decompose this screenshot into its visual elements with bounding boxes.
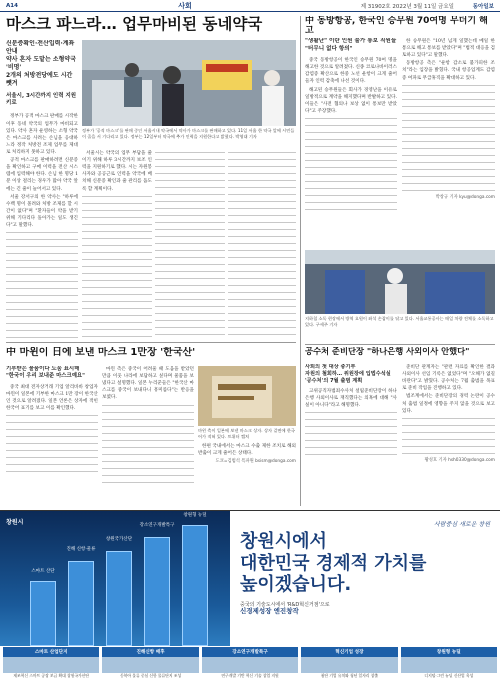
article2-photo-caption: 지하철 소독 현장에서 방역 요원이 좌석 손잡이를 닦고 있다. 서울교통공사는 매일 차량 전체를 소독하고 있다. 구세주 기자 [305,316,494,327]
text-filler [305,410,397,460]
article1-subhead-2: 약사 혼자 도맡는 소형약국 '비명' [6,56,77,72]
article1-paragraph: 정부가 공적 마스크 판매를 시작한 이후 동네 약국의 업무가 마비되고 있다. 약사 혼자 운영하는 소형 약국은 마스크를 사려는 손님을 응대하느라 정작 처방전 조제 업무를 제대로 처리하지 못하고 있다. [6,114,78,155]
article3-headline: 中 마윈이 日에 보낸 마스크 1만장 '한국산' [6,347,196,358]
subway-photo-art [305,250,495,314]
article1-col2 [82,150,152,340]
ad-card [301,647,397,679]
article4-col1 [305,364,397,506]
ad-card-desc: 첨단 기업 유치와 청년 일자리 창출 [320,673,379,678]
article2-byline: 박창규 기자 kyu@donga.com [435,194,495,200]
ad-tower-label: 창원형 뉴딜 [183,513,207,518]
text-filler [6,230,78,340]
article1-subhead-1: 신분증확인·전산입력·계좌 안내 [6,40,75,56]
article2-headline-box [305,16,495,40]
ad-card-title: 강소연구개발특구 [202,647,298,657]
ad-logo: 창원시 [6,519,24,526]
article4-body-col1 [305,388,397,460]
ad-card-image [301,657,397,673]
article4-paragraph: 고위공직자범죄수사처 설립준비단장이 하나은행 사외이사로 재직했다는 의혹에 대해 "사실이 아니다"라고 해명했다. [305,389,397,409]
article2-paragraph: 해고된 승무원들은 회사가 경영난을 이유로 일방적으로 계약을 해지했다며 반발하고 있다. 이들은 "사전 협의나 보상 없이 통보만 받았다"고 주장했다. [305,87,397,114]
article3-body-col3 [198,443,296,457]
ad-card-desc: 연구개발 기반 혁신 기술 창업 지원 [221,673,279,678]
article3-headline-box [6,347,296,365]
ad-title-line: 높이겠습니다. [240,574,352,596]
ad-card [3,647,99,679]
ad-tower [30,581,56,646]
article1-subhead-3: 2개의 처방전당에도 시간 뺏겨 [6,72,73,88]
article1-photo-caption: 정부가 '공적 마스크'를 판매 중인 서울시내 약국에서 약사가 마스크를 판매하고 있다. 11일 서울 한 약국 앞에 시민들이 줄을 서 기다리고 있다. 정부는 12일부터 약국에 추가 인력을 지원한다고 밝혔다. 박영대 기자 [82,128,295,139]
ad-card-title: 진해신항 배후 [102,647,198,657]
article2-paragraph: 중국 동방항공이 한국인 승무원 70여 명을 해고한 것으로 알려졌다. 신종 코로나바이러스 감염증 확산으로 한중 노선 운항이 크게 줄어들자 인력 감축에 나선 것이다. [305,58,397,85]
article1-paragraph: 서울 강서구의 한 약사는 "하루에 수백 명이 몰려와 처방 조제를 할 시간이 없다"며 "환자들이 약을 받기 위해 기다리다 돌아가는 일도 생긴다"고 말했다. [6,194,78,229]
ad-card-title: 스마트 산업단지 [3,647,99,657]
newspaper-logo: 동아일보 [472,3,494,10]
article1-body-col2 [82,150,152,340]
article4-byline: 황성호 기자 hsh0330@donga.com [424,457,495,463]
section-divider [6,342,296,343]
section-title: 사회 [178,1,192,10]
article2-body-col2 [402,38,495,193]
article1-paragraph: 공적 마스크를 판매하려면 신분증을 확인하고 구매 이력을 전산 시스템에 입력해야 한다. 손님 한 명당 1분 이상 걸리는 경우가 많아 약국 앞에는 긴 줄이 늘어서고 있다. [6,158,78,192]
ad-card-image [202,657,298,673]
article4-paragraph: 준비단 관계자는 "관련 자료를 확인한 결과 사외이사 선임 기록은 없었다"며 "오해가 없길 바란다"고 밝혔다. 공수처는 7월 출범을 목표로 준비 작업을 진행하고 있다. [402,365,495,392]
article4-subhead-1: 사퇴의 첫 대상 중기부 [305,364,356,370]
issue-date: 제 31902호 2022년 3월 11일 금요일 [360,3,454,10]
article1-col4 [228,150,296,340]
ad-card [401,647,497,679]
ad-title-line: 창원시에서 [240,531,327,552]
page-number: A14 [6,2,18,9]
ad-card-desc: 디지털·그린 뉴딜 신산업 육성 [424,673,474,678]
article4-headline: 공수처 준비단장 "하나은행 사외이사 안했다" [305,347,470,356]
section-divider [305,344,495,345]
article3-paragraph: 한편 국내에서는 마스크 수출 제한 조치로 해외 반출이 크게 줄어든 상태다. [198,443,296,456]
article1-headline-box [6,16,296,36]
text-filler [228,150,296,336]
article2-headline: 中 동방항공, 한국인 승무원 70여명 무더기 해고 [305,16,488,37]
ad-tower-label: 진해 신항·물류 [66,547,96,552]
article4-headline-box [305,347,495,361]
ad-card [102,647,198,679]
article2-subhead: "생활난" 이란 인원 불가 통보 직원들 "터무니 없다 항의" [305,38,397,52]
article1-photo-box [82,40,296,150]
article2-paragraph: 한 승무원은 "10년 넘게 일했는데 메일 한 통으로 해고 통보를 받았다"며 "법적 대응을 검토하고 있다"고 말했다. [402,39,495,59]
ad-card-image [3,657,99,673]
mask-box-photo-art [198,366,296,426]
article1-col3 [155,150,225,340]
article1-subhead-4: 서울시, 3시간까지 인력 지원키로 [6,92,77,106]
article2-paragraph: 동방항공 측은 "운항 감소로 불가피한 조치"라는 입장을 밝혔다. 국내 항공업계도 감염증 여파로 무급휴직을 확대하고 있다. [402,61,495,81]
pharmacy-photo-art [82,40,296,126]
article4-col2 [402,364,495,506]
ad-tower-label: 창원국가산단 [105,537,133,542]
text-filler [6,413,98,473]
article3-photo-caption: 마윈 측이 일본에 보낸 마스크 상자. 상자 겉면에 한국어가 적혀 있다. 트위터 캡처 [198,428,295,439]
ad-city-graphic [0,511,230,646]
text-filler [82,194,152,340]
article2-body-col1 [305,57,397,216]
ad-subtitle-1: 중국의 기술도시에서 'R&D혁신거점'으로 [240,601,330,608]
ad-tower [106,551,132,646]
article1-col1 [6,40,78,340]
text-filler [102,403,194,483]
ad-tower [68,561,94,646]
article3-subhead-1: 기부받은 물품이다 도움 표시해 [6,366,80,372]
advertisement [0,510,500,691]
ad-card-title: 창원형 뉴딜 [401,647,497,657]
article3-paragraph: 마윈 측은 중국이 어려울 때 도움을 받았던 만큼 이웃 나라에 보답하고 싶다며 물품을 보냈다고 설명했다. 일본 누리꾼들은 "한국산 마스크를 중국이 보내다니 흥미롭다"는 반응을 보였다. [102,367,194,401]
ad-subtitle-2: 신경제성장 엔진창작 [240,606,299,615]
article2-photo-box [305,250,495,342]
article3-body-col1 [6,384,98,473]
text-filler [155,150,225,336]
ad-card-row [0,647,500,679]
article3-body-col2 [102,366,194,483]
ad-title-line: 대한민국 경제적 가치를 [240,552,427,574]
ad-card [202,647,298,679]
article2-col2 [402,38,495,248]
article2-col1 [305,38,397,248]
ad-card-desc: 제조혁신 스마트 공장 보급 확대 창원국가산단 [13,673,90,678]
article3-col3 [198,366,296,506]
pharmacy-photo [82,40,296,126]
article1-paragraph: 서울시는 약국의 업무 부담을 줄이기 위해 하루 3시간까지 보조 인력을 지원하기로 했다. 시는 자원봉사자와 공공근로 인력을 약국에 배치해 신분증 확인과 줄 관리를 돕도록 할 계획이다. [82,151,152,192]
ad-card-desc: 동북아 물류 중심 신항 물류단지 조성 [120,673,182,678]
article4-subhead-2: 자원의 철회하… 위원장에 입법수석실 '공수처'의 7월 출범 계획 [305,371,391,385]
article3-byline: 도쿄=김범석 특파원 bsism@donga.com [215,458,296,464]
text-filler [402,83,495,193]
page-header [0,0,500,12]
text-filler [305,116,397,216]
ad-card-image [102,657,198,673]
ad-card-image [401,657,497,673]
ad-tower [144,537,170,646]
article3-col1 [6,366,98,506]
mask-box-photo [198,366,296,426]
article4-paragraph: 법조계에서는 준비단장의 경력 논란이 공수처 출범 일정에 영향을 주지 않을 것으로 보고 있다. [402,394,495,414]
text-filler [402,416,495,456]
ad-tower-label: 강소연구개발특구 [139,523,175,528]
article3-paragraph: 중국 최대 전자상거래 기업 알리바바 창업자 마윈이 일본에 기부한 마스크 1만 장이 한국산인 것으로 알려졌다. 일본 언론은 상자에 적힌 한국어 표기를 보고 이를 확인했다. [6,384,98,411]
article1-body-col1 [6,113,78,340]
ad-slogan: 사람중심 새로운 창원 [434,521,490,528]
article3-subhead-2: "한국이 우리 보내준 마스크예요" [6,373,85,380]
ad-tower-label: 스마트 산단 [31,569,55,574]
subway-photo [305,250,495,314]
article3-col2 [102,366,194,506]
article1-headline: 마스크 파느라… 업무마비된 동네약국 [6,16,263,33]
ad-tower [182,525,208,646]
column-divider [300,16,301,506]
ad-card-title: 혁신기업 성장 [301,647,397,657]
article4-body-col2 [402,364,495,456]
ad-title-block [240,531,426,616]
